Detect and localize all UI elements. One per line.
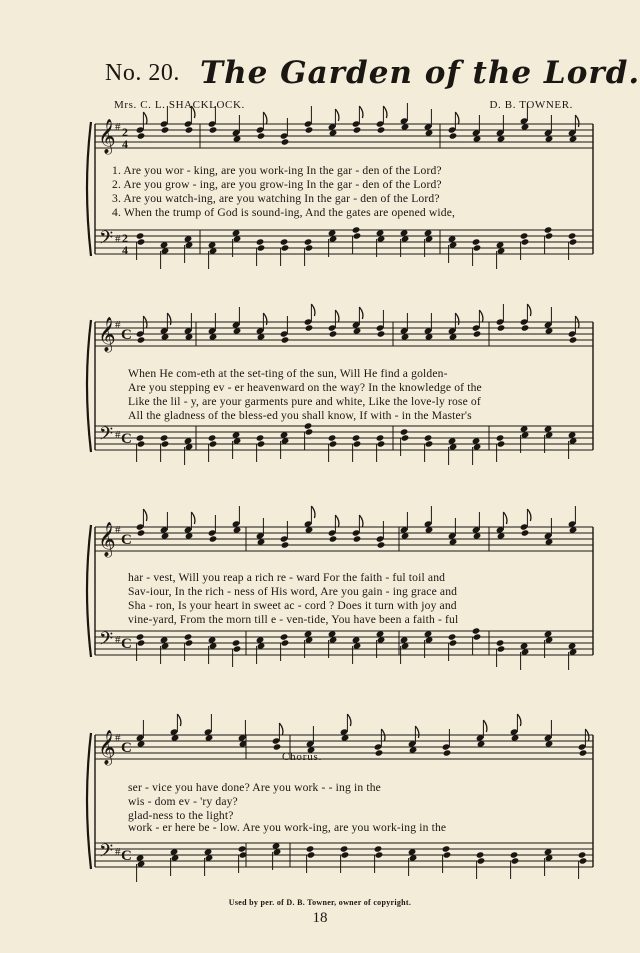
notehead [377,126,386,133]
notehead [472,238,481,245]
notehead [341,851,350,858]
note-flag [311,506,315,518]
system-brace [87,320,91,452]
bass-clef: 𝄢 [99,424,114,449]
notehead [280,238,289,245]
notehead [545,232,554,239]
lyric-line: glad-ness to the light? [128,809,234,822]
notehead [497,645,506,652]
lyric-line: ser - vice you have done? Are you work - - ing in the [128,781,381,794]
lyric-line: Sav-iour, In the rich - ness of His word, Are you gain - ing grace and [128,585,458,598]
note-flag [335,310,339,322]
notehead [449,132,458,139]
notehead [161,440,170,447]
notehead [209,440,218,447]
key-signature-sharp: # [115,634,121,646]
time-signature: C [121,848,132,864]
note-flag [575,115,579,127]
lyricist-credit: Mrs. C. L. SHACKLOCK. [114,99,245,111]
notehead [375,749,384,756]
page-number: 18 [312,910,328,926]
lyric-line: 1. Are you wor - king, are you work-ing In the gar - den of the Lord? [112,164,442,177]
notehead [472,627,481,634]
notehead [305,428,314,435]
notehead [353,232,362,239]
bass-clef: 𝄢 [99,228,114,253]
lyric-line: 3. Are you watch-ing, are you watching In the gar - den of the Lord? [112,192,440,205]
note-flag [335,109,339,121]
notehead [425,440,434,447]
treble-clef: 𝄞 [98,317,116,352]
notehead [328,434,337,441]
notehead [137,529,146,536]
time-signature: C [121,740,132,756]
notehead [208,434,217,441]
notehead [305,244,314,251]
note-flag [177,714,181,726]
notehead [161,126,170,133]
notehead [352,226,361,233]
notehead [305,324,314,331]
notehead [184,633,193,640]
notehead [280,633,289,640]
note-flag [359,307,363,319]
time-signature: 2 [122,231,128,245]
notehead [401,434,410,441]
notehead [281,541,290,548]
notehead [473,633,482,640]
notehead [136,232,145,239]
notehead [569,238,578,245]
notehead [443,851,452,858]
lyric-line: 2. Are you grow - ing, are you grow-ing In the gar - den of the Lord? [112,178,442,191]
time-signature: C [121,636,132,652]
notehead [281,639,290,646]
lyric-line: wis - dom ev - 'ry day? [128,795,238,808]
note-flag [335,515,339,527]
notehead [304,422,313,429]
notehead [281,138,290,145]
notehead [449,639,458,646]
time-signature: 2 [122,125,128,139]
notehead [137,440,146,447]
notehead [376,434,385,441]
time-signature: 4 [122,137,128,151]
notehead [233,645,242,652]
notehead [377,541,386,548]
system-brace [87,525,91,657]
notehead [497,440,506,447]
notehead [256,238,265,245]
notehead [273,743,282,750]
lyric-line: All the gladness of the bless-ed you shall know, If with - in the Master's [128,409,472,422]
note-flag [263,112,267,124]
lyric-line: vine-yard, From the morn till e - ven-tide, You have been a faith - ful [128,613,459,626]
note-flag [359,106,363,118]
bass-clef: 𝄢 [99,629,114,654]
notehead [579,857,588,864]
notehead [520,232,529,239]
notehead [257,132,266,139]
lyric-line: 4. When the trump of God is sound-ing, And the gates are opened wide, [112,206,456,219]
notehead [137,238,146,245]
lyric-line: Sha - ron, Is your heart in sweet ac - cord ? Does it turn with joy and [128,599,457,612]
note-flag [455,313,459,325]
notehead [377,330,386,337]
notehead [353,126,362,133]
notehead [568,232,577,239]
notehead [281,244,290,251]
treble-clef: 𝄞 [98,119,116,154]
notehead [476,851,485,858]
note-flag [455,112,459,124]
note-flag [311,304,315,316]
notehead [521,324,530,331]
hymn-number: No. 20. [105,60,180,86]
notehead [442,845,451,852]
key-signature-sharp: # [115,732,121,744]
notehead [374,845,383,852]
time-signature: C [121,431,132,447]
notehead [209,126,218,133]
notehead [329,440,338,447]
notehead [377,440,386,447]
notehead [304,238,313,245]
lyric-line: Are you stepping ev - er heavenward on the way? In the knowledge of the [128,381,482,394]
system-brace [87,122,91,256]
note-flag [279,723,283,735]
notehead [281,336,290,343]
note-flag [479,310,483,322]
key-signature-sharp: # [115,319,121,331]
notehead [448,633,457,640]
notehead [477,857,486,864]
notehead [544,226,553,233]
chorus-label: Chorus. [282,751,323,763]
notehead [569,336,578,343]
notehead [256,434,265,441]
notehead [510,851,519,858]
note-flag [143,112,147,124]
note-flag [167,313,171,325]
notehead [137,132,146,139]
notehead [400,428,409,435]
system-brace [87,733,91,869]
notehead [496,639,505,646]
notehead [306,845,315,852]
note-flag [527,304,531,316]
treble-clef: 𝄞 [98,730,116,765]
notehead [305,126,314,133]
notehead [329,330,338,337]
key-signature-sharp: # [115,524,121,536]
note-flag [263,313,267,325]
time-signature: C [121,532,132,548]
note-flag [517,714,521,726]
key-signature-sharp: # [115,429,121,441]
notehead [473,330,482,337]
note-flag [483,720,487,732]
lyric-line: work - er here be - low. Are you work-ing, are you work-ing in the [128,821,447,834]
notehead [521,529,530,536]
notehead [209,535,218,542]
note-flag [347,714,351,726]
notehead [136,434,145,441]
composer-credit: D. B. TOWNER. [489,99,573,111]
notehead [257,244,266,251]
note-flag [527,509,531,521]
note-flag [191,512,195,524]
notehead [496,434,505,441]
lyric-line: When He com-eth at the set-ting of the sun, Will He find a golden- [128,367,448,380]
key-signature-sharp: # [115,233,121,245]
hymn-title: The Garden of the Lord. [200,55,640,91]
notehead [353,535,362,542]
note-flag [503,512,507,524]
treble-clef: 𝄞 [98,522,116,557]
notehead [497,324,506,331]
notehead [136,633,145,640]
notehead [352,434,361,441]
note-flag [383,106,387,118]
time-signature: C [121,327,132,343]
notehead [257,440,266,447]
notehead [307,851,316,858]
bass-clef: 𝄢 [99,841,114,866]
notehead [160,434,169,441]
lyric-line: Like the lil - y, are your garments pure and white, Like the love-ly rose of [128,395,481,408]
notehead [353,440,362,447]
time-signature: 4 [122,243,128,257]
copyright-notice: Used by per. of D. B. Towner, owner of copyright. [228,898,412,907]
notehead [232,639,241,646]
notehead [340,845,349,852]
notehead [137,639,146,646]
notehead [185,639,194,646]
notehead [238,845,247,852]
notehead [443,749,452,756]
notehead [329,535,338,542]
notehead [521,238,530,245]
notehead [473,244,482,251]
notehead [185,126,194,133]
notehead [579,749,588,756]
notehead [424,434,433,441]
key-signature-sharp: # [115,121,121,133]
note-flag [191,106,195,118]
key-signature-sharp: # [115,846,121,858]
notehead [137,336,146,343]
notehead [511,857,520,864]
notehead [578,851,587,858]
note-flag [415,726,419,738]
lyric-line: har - vest, Will you reap a rich re - ward For the faith - ful toil and [128,571,446,584]
note-flag [359,515,363,527]
note-flag [143,509,147,521]
notehead [375,851,384,858]
